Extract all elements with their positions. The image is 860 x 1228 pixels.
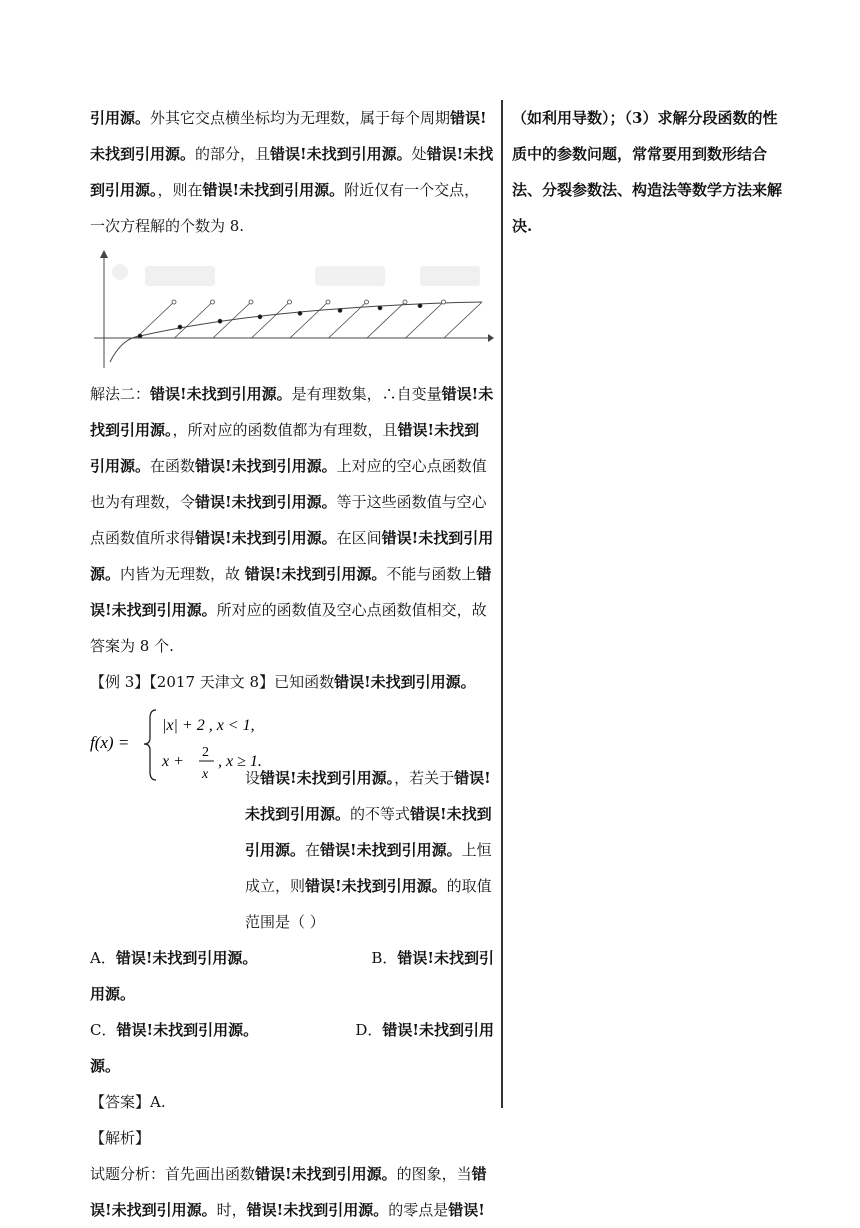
formula-lhs: f(x) = xyxy=(90,733,130,752)
bold-text-run: 错误!未找到引用源。 xyxy=(90,421,480,475)
sawtooth-segment xyxy=(329,302,367,338)
text-run: 解法二： xyxy=(90,385,151,403)
bold-text-run: 引用源。 xyxy=(90,109,151,127)
option-d-continued: 源。 xyxy=(90,1057,121,1075)
intersection-point xyxy=(178,325,182,329)
options-row-cd xyxy=(90,1012,494,1048)
intersection-point xyxy=(378,306,382,310)
text-run: 等于这些函数值与空心点函数值所求得 xyxy=(90,493,487,547)
open-endpoint xyxy=(403,300,407,304)
sawtooth-segment xyxy=(406,302,444,338)
text-run: 上对应的空心点函数值也为有理数，令 xyxy=(90,457,487,511)
bold-text-run: 错误!未找到引用源。 xyxy=(90,1165,487,1219)
left-column xyxy=(90,100,494,1228)
open-endpoint xyxy=(365,300,369,304)
bold-text-run: 错误!未找到引用源。 xyxy=(90,385,494,439)
open-endpoint xyxy=(288,300,292,304)
text-run: 所对应的函数值及空心点函数值相交，故答案为 8 个. xyxy=(90,601,487,655)
bold-text-run: 错误!未找到引用源。 xyxy=(150,385,292,403)
bold-text-run: 错误!未找到引用源。 xyxy=(90,109,487,163)
column-divider xyxy=(501,100,503,1108)
bold-text-run: 错误!未找到引用源。 xyxy=(320,841,462,859)
bold-text-run: 错误!未找到引用源。 xyxy=(90,145,494,199)
intersection-point xyxy=(218,319,222,323)
answer-line: 【答案】A. xyxy=(90,1093,166,1111)
options-row-ab xyxy=(90,940,494,976)
text-run: 在 xyxy=(305,841,321,859)
open-endpoint xyxy=(211,300,215,304)
text-run: 时， xyxy=(216,1201,247,1219)
text-run: 的部分，且 xyxy=(195,145,271,163)
intersection-point xyxy=(338,308,342,312)
bold-text-run: 错误!未找到引用源。 xyxy=(255,1165,397,1183)
option-a: A．错误!未找到引用源。 xyxy=(90,949,258,967)
text-run: 设 xyxy=(245,769,261,787)
bold-text-run: 错误!未找到引用源。 xyxy=(260,769,395,787)
text-run: 附近仅有一个交点，一次方程解的个数为 8. xyxy=(90,181,480,235)
text-run: 试题分析：首先画出函数 xyxy=(90,1165,256,1183)
sawtooth-segment xyxy=(444,302,482,338)
function-graph-figure xyxy=(90,250,494,374)
y-axis-arrow xyxy=(100,250,108,258)
text-run: 外其它交点横坐标均为无理数，属于每个周期 xyxy=(150,109,451,127)
text-run: 的不等式 xyxy=(350,805,411,823)
open-endpoint xyxy=(442,300,446,304)
bold-text-run: 错误!未找到引用源。 xyxy=(195,493,337,511)
intersection-point xyxy=(258,315,262,319)
paragraph-question xyxy=(90,760,494,940)
text-run: 处 xyxy=(411,145,427,163)
sawtooth-segment xyxy=(367,302,405,338)
sawtooth-segment xyxy=(252,302,290,338)
text-run: ，则在 xyxy=(157,181,203,199)
text-run: 【例 3】【2017 天津文 8】已知函数 xyxy=(90,673,335,691)
bold-text-run: 错误!未找到引用源。 xyxy=(195,457,337,475)
bold-text-run: 错误! xyxy=(448,1201,485,1219)
open-endpoint xyxy=(172,300,176,304)
text-run: ，若关于 xyxy=(394,769,455,787)
bold-text-run: （如利用导数）；（3）求解分段函数的性质中的参数问题，常常要用到数形结合法、分裂参数法、构造法等数学方法来解决. xyxy=(512,109,783,235)
intersection-point xyxy=(138,334,142,338)
right-column xyxy=(512,100,784,244)
bold-text-run: 错误!未找到引用源。 xyxy=(246,1201,389,1219)
text-run: 的取值范围是（ ） xyxy=(245,877,492,931)
sawtooth-segment xyxy=(290,302,328,338)
paragraph-analysis xyxy=(90,1156,494,1228)
formula-case-1: |x| + 2 , x < 1, xyxy=(162,717,255,734)
bold-text-run: 错误!未找到引用源。 xyxy=(334,673,476,691)
intersection-point xyxy=(298,311,302,315)
bold-text-run: 错误!未找到引用源。 xyxy=(305,877,447,895)
sawtooth-segments xyxy=(136,300,482,338)
formula-case-2-numerator: 2 xyxy=(202,745,209,760)
open-endpoint xyxy=(249,300,253,304)
bold-text-run: 错误!未找到引用源。 xyxy=(244,565,387,583)
bold-text-run: 错误!未找到引用源。 xyxy=(195,529,337,547)
paragraph-summary xyxy=(512,100,784,244)
text-run: 在函数 xyxy=(150,457,196,475)
formula-case-2-prefix: x + xyxy=(162,753,184,770)
formula-case-2-suffix: , x ≥ 1. xyxy=(218,753,262,770)
text-run: 上恒成立，则 xyxy=(245,841,492,895)
text-run: 是有理数集，∴自变量 xyxy=(291,385,442,403)
paragraph-intersections xyxy=(90,100,494,244)
paragraph-solution-two xyxy=(90,376,494,664)
watermark-logo xyxy=(112,264,480,286)
option-b: B．错误!未找到引 xyxy=(371,949,494,967)
option-d: D．错误!未找到引用 xyxy=(355,1021,494,1039)
option-b-continued: 用源。 xyxy=(90,985,136,1003)
formula-case-2-denominator: x xyxy=(202,767,209,782)
text-run: 的图象，当 xyxy=(396,1165,472,1183)
bold-text-run: 错误!未找到引用源。 xyxy=(90,565,492,619)
bold-text-run: 错误!未找到引用源。 xyxy=(270,145,412,163)
paragraph-example-3 xyxy=(90,664,494,700)
bold-text-run: 错误!未找到引用源。 xyxy=(90,529,494,583)
sawtooth-segment xyxy=(175,302,213,338)
text-run: ，所对应的函数值都为有理数，且 xyxy=(172,421,398,439)
x-axis-arrow xyxy=(488,334,494,342)
open-endpoint xyxy=(326,300,330,304)
text-run: 在区间 xyxy=(336,529,382,547)
text-run: 的零点是 xyxy=(388,1201,449,1219)
analysis-heading: 【解析】 xyxy=(90,1129,151,1147)
bold-text-run: 错误!未找到引用源。 xyxy=(202,181,345,199)
bold-text-run: 错误!未找到引用源。 xyxy=(245,805,492,859)
text-run: 不能与函数上 xyxy=(386,565,477,583)
bold-text-run: 错误!未找到引用源。 xyxy=(245,769,491,823)
text-run: 内皆为无理数，故 xyxy=(120,565,245,583)
option-c: C．错误!未找到引用源。 xyxy=(90,1021,259,1039)
intersection-point xyxy=(418,304,422,308)
